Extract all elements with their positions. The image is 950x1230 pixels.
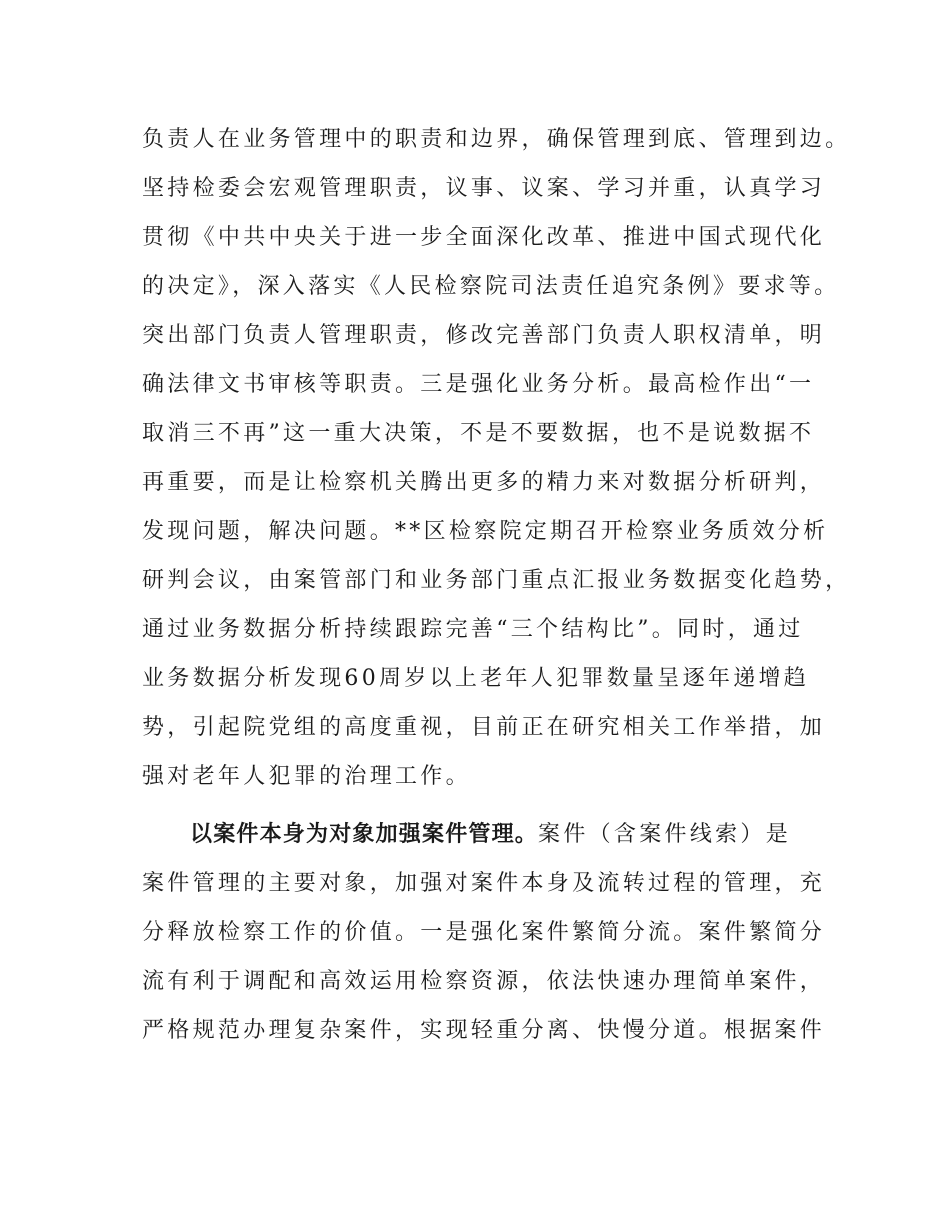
paragraph-2 [142, 810, 826, 1055]
paragraph-2-line-1 [142, 810, 822, 859]
paragraph-1-line-6: 确法律文书审核等职责。三是强化业务分析。最高检作出“一 [142, 372, 815, 397]
paragraph-1-line-1: 负责人在业务管理中的职责和边界，确保管理到底、管理到边。 [142, 127, 851, 152]
paragraph-1-line-11: 通过业务数据分析持续跟踪完善“三个结构比”。同时，通过 [142, 617, 804, 642]
paragraph-1-line-7: 取消三不再”这一重大决策，不是不要数据，也不是说数据不 [142, 421, 815, 446]
paragraph-1-line-9: 发现问题，解决问题。**区检察院定期召开检察业务质效分析 [142, 519, 829, 544]
paragraph-1-line-4: 的决定》，深入落实《人民检察院司法责任追究条例》要求等。 [142, 274, 840, 299]
paragraph-1-line-2: 坚持检委会宏观管理职责，议事、议案、学习并重，认真学习 [142, 176, 826, 201]
paragraph-1-line-5: 突出部门负责人管理职责，修改完善部门负责人职权清单，明 [142, 323, 826, 348]
paragraph-1-line-13: 势，引起院党组的高度重视，目前正在研究相关工作举措，加 [142, 715, 826, 740]
paragraph-2-first-line-text: 案件（含案件线索）是 [538, 822, 792, 847]
paragraph-1-line-14: 强对老年人犯罪的治理工作。 [142, 764, 471, 789]
paragraph-1-line-12: 业务数据分析发现60周岁以上老年人犯罪数量呈逐年递增趋 [142, 666, 810, 691]
paragraph-2-line-3: 分释放检察工作的价值。一是强化案件繁简分流。案件繁简分 [142, 920, 826, 945]
paragraph-1-line-10: 研判会议，由案管部门和业务部门重点汇报业务数据变化趋势， [142, 568, 851, 593]
paragraph-2-line-5: 严格规范办理复杂案件，实现轻重分离、快慢分道。根据案件 [142, 1018, 826, 1043]
paragraph-2-line-4: 流有利于调配和高效运用检察资源，依法快速办理简单案件， [142, 969, 826, 994]
paragraph-2-line-2: 案件管理的主要对象，加强对案件本身及流转过程的管理，充 [142, 871, 826, 896]
paragraph-1-line-3: 贯彻《中共中央关于进一步全面深化改革、推进中国式现代化 [142, 225, 826, 250]
paragraph-1-line-8: 再重要，而是让检察机关腾出更多的精力来对数据分析研判， [142, 470, 826, 495]
paragraph-1 [142, 115, 851, 801]
section-heading: 以案件本身为对象加强案件管理。 [190, 822, 539, 847]
